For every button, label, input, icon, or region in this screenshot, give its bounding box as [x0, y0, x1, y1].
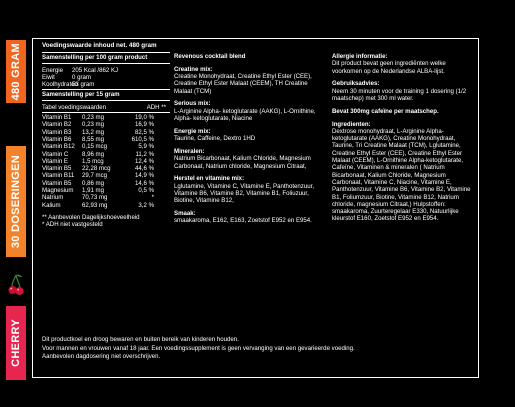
per100-name: Eiwit [42, 73, 55, 81]
nutrition-title: Voedingswaarde inhoud net. 480 gram [42, 42, 157, 49]
herstel-title: Herstel en vitamine mix: [174, 175, 245, 183]
nutrient-adh: 12,4 % [135, 157, 154, 165]
table-header [42, 104, 170, 113]
nutrient-name: Vitamin B6 [42, 135, 72, 143]
nutrient-adh: 3,2 % [138, 201, 154, 209]
info-column [332, 53, 477, 223]
table-row [42, 202, 170, 209]
nutrient-value: 8,55 mg [82, 135, 105, 143]
table-row [42, 180, 170, 187]
per100-value: 0 gram [72, 73, 91, 81]
nutrient-name: Vitamin B11 [42, 172, 75, 180]
storage-note: Dit productkoel en droog bewaren en buiten bereik van kinderen houden. [42, 336, 239, 343]
nutrient-adh: 610,5 % [131, 135, 154, 143]
nutrient-value: 22,28 mcg [82, 165, 111, 173]
creatine-text: Creatine Monohydraat, Creatine Ethyl Ester (CEE), Creatine Ethyl Ester Malaat (CEEM), TH Creatine Malaat (TCM) [174, 73, 312, 95]
nutrient-value: 0,15 mcg [82, 143, 108, 151]
blend-column [174, 53, 324, 230]
footnote-adh: ** Aanbevolen Dagelijkshoeveelheid [42, 213, 140, 221]
herstel-text: Lglutamine, Vitamine C, Vitamine E, Panthotenzuur, Vitamine B6, Vitamine B2, Vitamine B1, Foliuzuur, Biotine, Vitamine B12, [174, 182, 315, 205]
nutrient-value: 1,91 mg [82, 187, 105, 195]
per100-header: Samenstelling per 100 gram product [42, 52, 170, 63]
table-row [42, 114, 170, 121]
serious-text: L-Arginine Alpha- ketoglutarate (AAKG), L-Ornithine, Alpha- ketoglutarate, Niacine [174, 107, 316, 123]
nutrient-adh: 14,6 % [135, 179, 154, 187]
energie-title: Energie mix: [174, 127, 211, 135]
per15-header: Samenstelling per 15 gram [42, 89, 170, 100]
nutrient-name: Vitamin B2 [42, 121, 72, 129]
mineralen-title: Mineralen: [174, 147, 205, 155]
nutrient-name: Vitamin B5 [42, 179, 72, 187]
nutrient-adh: 82,5 % [135, 128, 154, 136]
nutrient-adh: 11,2 % [135, 150, 154, 158]
cherry-icon [8, 274, 24, 296]
gebruik-title: Gebruiksadvies: [332, 80, 380, 88]
nutrient-value: 1,5 mcg [82, 157, 104, 165]
nutrient-name: Vitamin B3 [42, 128, 72, 136]
ingredienten-title: Ingredienten: [332, 120, 371, 128]
nutrient-value: 0,23 mg [82, 114, 105, 122]
per100-table [42, 67, 170, 89]
nutrition-table [42, 114, 170, 209]
table-row [42, 158, 170, 165]
nutrient-adh: 0,5 % [138, 187, 154, 195]
nutrient-value: 29,7 mcg [82, 172, 108, 180]
side-label-weight: 480 GRAM [6, 40, 26, 103]
cafeine-note: Bevat 300mg cafeïne per maatschep. [332, 107, 439, 115]
per100-row [42, 67, 170, 74]
nutrient-value: 0,86 mg [82, 179, 105, 187]
nutrient-value: 62,93 mg [82, 201, 108, 209]
nutrient-name: Natrium [42, 194, 64, 202]
ingredienten-text: Dextrose monohydraat, L-Arginine Alpha-ketoglutarate (AAKG), Creatine Monohydraat, Taurine, Tri Creatine Malaat (TCM), Lglutamine, Creatine Ethyl Ester (CEE), Creatine Ethyl Ester Malaat (CEEM), L-Ornithine Alpha-ketoglutarate, Cafeïne, Vitaminen & mineralen ( Natrium Bicarbonaat, Kalium Chloride, Magnesium Carbonaat, Vitamine C, Niacine, Vitamine E, Panthotenzuur, Vitamine B6, Vitamine B2, Vitamine B1, Foliumzuur, Biotine, Vitamine B12, Natrium chloride, magnesium Citraat,) Hulpstoffen: smaakaroma, Zuurteregelaar E330, Natuurlijke kleurstof E160, Zoetstof E952 en E954. [332, 127, 471, 223]
side-label-flavor: CHERRY [6, 306, 26, 380]
mineralen-text: Natrium Bicarbonaat, Kalium Chloride, Magnesium Carbonaat, Natrium chloride, Magnesium Citraat, [174, 155, 311, 170]
table-row [42, 136, 170, 143]
nutrient-name: Vitamin B5 [42, 165, 72, 173]
nutrient-name: Vitamin E [42, 157, 68, 165]
nutrient-adh: 14,9 % [135, 172, 154, 180]
table-row [42, 172, 170, 179]
table-row [42, 129, 170, 136]
nutrient-name: Magnesium [42, 187, 74, 195]
blend-title: Revenous cocktail blend [174, 53, 246, 60]
nutrient-value: 70,73 mg [82, 194, 108, 202]
table-row [42, 187, 170, 194]
footer-notes [42, 336, 372, 362]
smaak-text: smaakaroma, E162, E163, Zoetstof E952 en E954. [174, 217, 312, 225]
nutrient-adh: 16,9 % [135, 121, 154, 129]
table-header-name: Tabel voedingswaarden [42, 103, 107, 111]
table-row [42, 143, 170, 150]
per100-value: 205 Kcal /862 KJ [72, 66, 119, 74]
per100-name: Koolhydraten [42, 81, 78, 89]
nutrient-value: 0,23 mg [82, 121, 105, 129]
usage-warning: Voor mannen en vrouwen vanaf 18 jaar. Een voedingssupplement is geen vervanging van een gevarieerde voeding. Aanbevolen dagdosering niet overschrijven. [42, 345, 355, 360]
serious-title: Serious mix: [174, 100, 211, 108]
per100-value: 53 gram [72, 81, 95, 89]
nutrient-value: 8,96 mg [82, 150, 105, 158]
nutrient-adh: 44,6 % [135, 165, 154, 173]
nutrition-column [42, 42, 170, 229]
nutrient-name: Vitamin B12 [42, 143, 75, 151]
nutrient-adh: 5,9 % [138, 143, 154, 151]
nutrient-adh: * [151, 194, 154, 202]
table-row [42, 194, 170, 201]
side-label-doses: 30 DOSERINGEN [6, 146, 26, 257]
table-row [42, 165, 170, 172]
energie-text: Taurine, Caffeine, Dextro 1HD [174, 135, 256, 143]
creatine-title: Creatine mix: [174, 65, 213, 73]
per100-row [42, 74, 170, 81]
per100-row [42, 81, 170, 88]
gebruik-text: Neem 30 minuten voor de training 1 dosering (1/2 maatschep) met 300 ml water. [332, 87, 467, 102]
nutrient-name: Vitamin B1 [42, 114, 72, 122]
allergie-text: Dit product bevat geen ingrediënten welke voorkomen op de Nederlandse ALBA-lijst. [332, 60, 446, 75]
table-row [42, 151, 170, 158]
table-header-adh: ADH ** [146, 103, 166, 111]
table-row [42, 121, 170, 128]
footnote-not-set: * ADH niet vastgesteld [42, 221, 103, 229]
nutrient-value: 13,2 mg [82, 128, 105, 136]
nutrient-name: Vitamin C [42, 150, 69, 158]
nutrient-adh: 19,0 % [135, 114, 154, 122]
nutrient-name: Kalium [42, 201, 61, 209]
per100-name: Energie [42, 66, 64, 74]
allergie-title: Allergie informatie: [332, 53, 388, 60]
smaak-title: Smaak: [174, 210, 196, 218]
